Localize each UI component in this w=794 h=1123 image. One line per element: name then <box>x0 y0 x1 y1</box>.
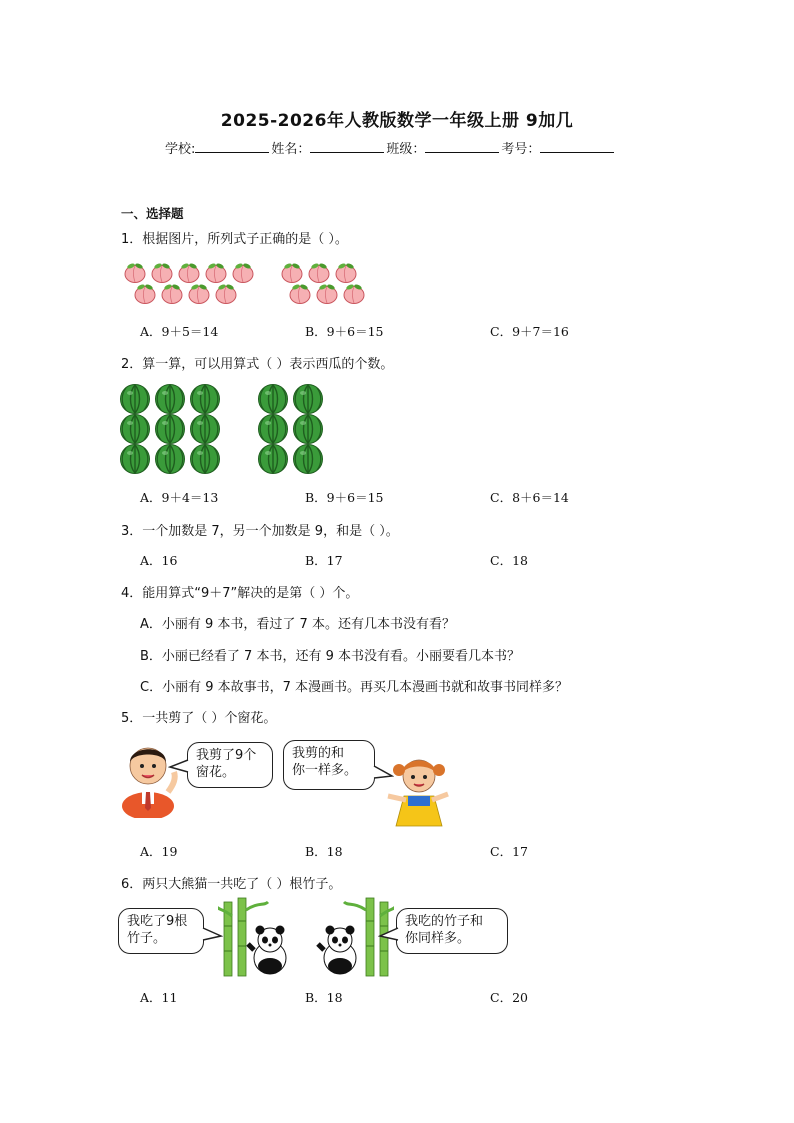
question-3-option-c[interactable]: C．18 <box>490 553 528 568</box>
panda-left-speech-bubble <box>118 908 204 954</box>
question-6-stem: 6．两只大熊猫一共吃了（ ）根竹子。 <box>121 877 342 892</box>
peach-icon <box>162 283 182 303</box>
watermelon-icon <box>156 415 185 444</box>
page-title: 2025-2026年人教版数学一年级上册 9加几 <box>220 111 574 131</box>
question-6-option-b[interactable]: B．18 <box>305 990 343 1005</box>
boy-speech-line-1: 我剪了9个 <box>196 748 257 763</box>
watermelon-icon <box>294 415 323 444</box>
question-6-option-a[interactable]: A．11 <box>140 990 178 1005</box>
watermelon-icon <box>121 415 150 444</box>
school-blank[interactable] <box>195 140 269 153</box>
exam-no-blank[interactable] <box>540 140 614 153</box>
watermelon-icon <box>259 445 288 474</box>
watermelons-illustration <box>118 382 333 477</box>
peach-icon <box>344 283 364 303</box>
question-2-option-a[interactable]: A．9＋4＝13 <box>140 490 219 505</box>
question-5-option-c[interactable]: C．17 <box>490 844 528 859</box>
question-4-option-a[interactable]: A．小丽有 9 本书，看过了 7 本。还有几本书没有看？ <box>140 617 455 632</box>
question-5-option-a[interactable]: A．19 <box>140 844 178 859</box>
panda-left-with-bamboo-icon <box>218 896 298 978</box>
class-label: 班级： <box>386 142 426 157</box>
peach-icon <box>336 262 356 282</box>
question-2-stem: 2．算一算，可以用算式（ ）表示西瓜的个数。 <box>121 357 394 372</box>
watermelon-icon <box>259 385 288 414</box>
peach-icon <box>282 262 302 282</box>
watermelon-icon <box>191 415 220 444</box>
panda-right-speech-line-2: 你同样多。 <box>405 931 471 946</box>
peach-group-left <box>125 262 253 303</box>
peach-icon <box>125 262 145 282</box>
question-4-stem: 4．能用算式“9＋7”解决的是第（ ）个。 <box>121 586 359 601</box>
peach-icon <box>233 262 253 282</box>
girl-speech-line-2: 你一样多。 <box>292 763 358 778</box>
question-1-stem: 1．根据图片，所列式子正确的是（ ）。 <box>121 232 348 247</box>
question-6-option-c[interactable]: C．20 <box>490 990 528 1005</box>
peaches-illustration <box>120 258 380 306</box>
peach-icon <box>135 283 155 303</box>
watermelon-icon <box>121 445 150 474</box>
peach-icon <box>206 262 226 282</box>
watermelon-group-left <box>121 385 220 474</box>
question-1-option-a[interactable]: A．9＋5＝14 <box>140 324 219 339</box>
peach-icon <box>152 262 172 282</box>
question-4-option-c[interactable]: C．小丽有 9 本故事书，7 本漫画书。再买几本漫画书就和故事书同样多？ <box>140 680 569 695</box>
panda-right-speech-bubble <box>396 908 508 954</box>
peach-icon <box>309 262 329 282</box>
boy-icon <box>118 738 180 818</box>
class-blank[interactable] <box>425 140 499 153</box>
girl-speech-bubble <box>283 740 375 790</box>
question-3-option-b[interactable]: B．17 <box>305 553 343 568</box>
boy-speech-bubble <box>187 742 273 788</box>
peach-icon <box>317 283 337 303</box>
watermelon-icon <box>294 385 323 414</box>
student-info-row <box>165 138 616 157</box>
panda-left-speech-line-2: 竹子。 <box>127 931 167 946</box>
watermelon-icon <box>121 385 150 414</box>
watermelon-icon <box>191 385 220 414</box>
question-3-stem: 3．一个加数是 7，另一个加数是 9，和是（ ）。 <box>121 524 399 539</box>
name-label: 姓名： <box>271 142 311 157</box>
watermelon-icon <box>191 445 220 474</box>
watermelon-icon <box>156 445 185 474</box>
peach-icon <box>216 283 236 303</box>
boy-bubble-tail <box>168 758 190 774</box>
girl-icon <box>386 752 452 828</box>
question-4-option-b[interactable]: B．小丽已经看了 7 本书，还有 9 本书没有看。小丽要看几本书？ <box>140 649 520 664</box>
watermelon-icon <box>259 415 288 444</box>
watermelon-icon <box>156 385 185 414</box>
exam-no-label: 考号： <box>501 142 541 157</box>
question-2-option-c[interactable]: C．8＋6＝14 <box>490 490 569 505</box>
school-label: 学校: <box>165 142 196 157</box>
watermelon-group-right <box>259 385 323 474</box>
panda-right-speech-line-1: 我吃的竹子和 <box>405 914 484 929</box>
question-5-option-b[interactable]: B．18 <box>305 844 343 859</box>
peach-group-right <box>282 262 364 303</box>
question-3-option-a[interactable]: A．16 <box>140 553 178 568</box>
boy-speech-line-2: 窗花。 <box>196 765 236 780</box>
question-5-stem: 5．一共剪了（ ）个窗花。 <box>121 711 277 726</box>
name-blank[interactable] <box>310 140 384 153</box>
section-title: 一、选择题 <box>121 206 184 221</box>
panda-right-bubble-tail <box>378 926 400 942</box>
question-1-option-b[interactable]: B．9＋6＝15 <box>305 324 384 339</box>
peach-icon <box>189 283 209 303</box>
question-1-option-c[interactable]: C．9＋7＝16 <box>490 324 569 339</box>
panda-left-speech-line-1: 我吃了9根 <box>127 914 188 929</box>
girl-speech-line-1: 我剪的和 <box>292 746 345 761</box>
question-2-option-b[interactable]: B．9＋6＝15 <box>305 490 384 505</box>
peach-icon <box>290 283 310 303</box>
peach-icon <box>179 262 199 282</box>
watermelon-icon <box>294 445 323 474</box>
